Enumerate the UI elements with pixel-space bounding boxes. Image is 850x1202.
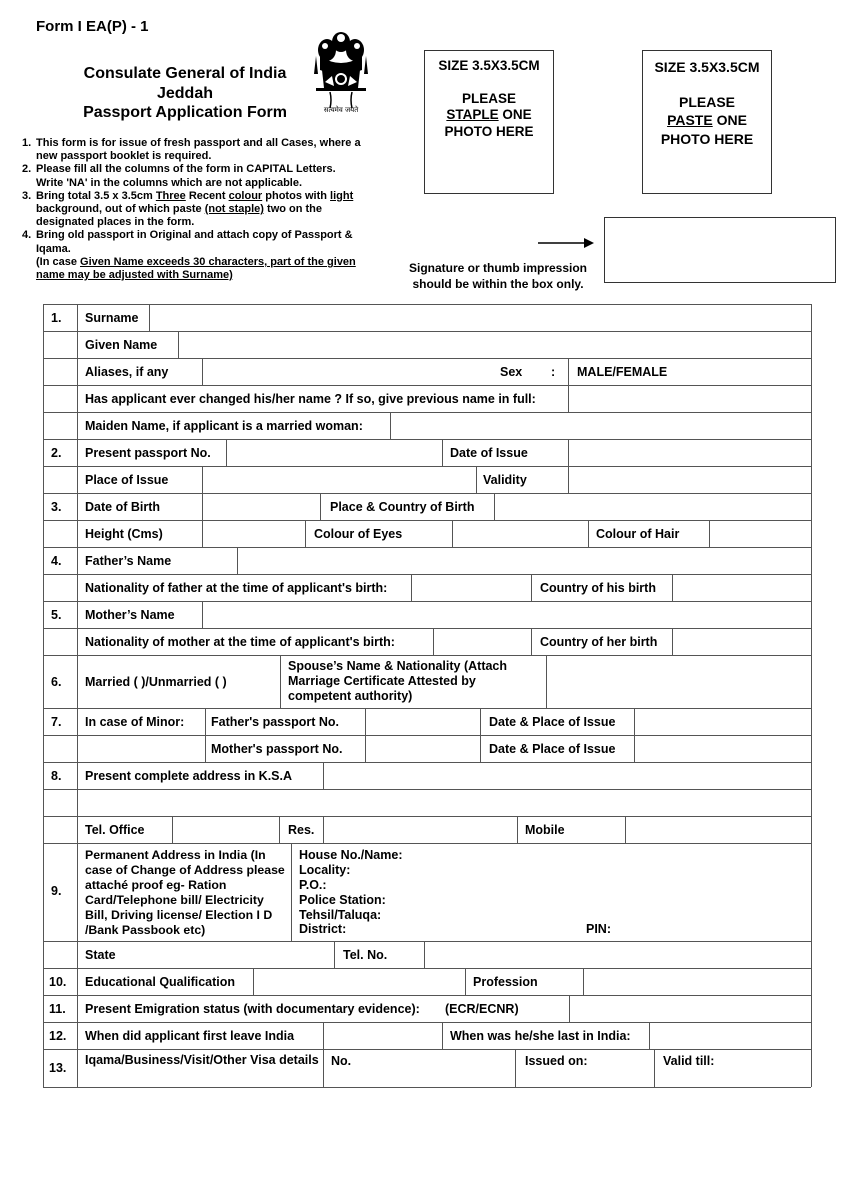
spouse-field[interactable]	[547, 656, 810, 708]
last-in-india-field[interactable]	[650, 1023, 810, 1049]
father-passport-label: Father's passport No.	[211, 715, 339, 729]
emigration-field[interactable]	[570, 996, 810, 1022]
state-field[interactable]	[133, 942, 333, 968]
row-number: 10.	[49, 975, 67, 989]
instructions-list	[22, 137, 366, 282]
first-leave-label: When did applicant first leave India	[85, 1029, 295, 1043]
previous-name-field[interactable]	[569, 386, 810, 412]
dob-field[interactable]	[203, 494, 319, 520]
mother-nationality-field[interactable]	[434, 629, 530, 655]
minor-label: In case of Minor:	[85, 715, 185, 729]
permanent-address-label: Permanent Address in India (In case of Change of Address please attaché proof eg- Ration Card/Telephone bill/ Electricity Bill, Driving license/ Election I D /Bank Passbook etc)	[85, 848, 285, 937]
emigration-label: Present Emigration status (with documentary evidence):	[85, 1002, 420, 1016]
mobile-field[interactable]	[626, 817, 810, 843]
row-number: 2.	[51, 446, 62, 460]
hair-colour-field[interactable]	[710, 521, 810, 547]
given-name-field[interactable]	[179, 332, 810, 358]
given-name-label: Given Name	[85, 338, 158, 352]
instruction-item: 1. This form is for issue of fresh passport and all Cases, where a new passport booklet is required.	[22, 137, 361, 163]
father-nationality-field[interactable]	[412, 575, 530, 601]
mother-issue-field[interactable]	[635, 736, 810, 762]
res-label: Res.	[288, 823, 315, 837]
spouse-label: Spouse’s Name & Nationality (Attach Marriage Certificate Attested by competent authority)	[288, 659, 508, 703]
ksa-address-label: Present complete address in K.S.A	[85, 769, 293, 783]
surname-label: Surname	[85, 311, 139, 325]
po-label: P.O.:	[299, 878, 327, 892]
res-field[interactable]	[324, 817, 516, 843]
row-number: 4.	[51, 554, 62, 568]
national-emblem-icon	[310, 26, 372, 122]
permanent-address-field[interactable]	[423, 844, 810, 940]
locality-label: Locality:	[299, 863, 351, 877]
row-number: 8.	[51, 769, 62, 783]
signature-note: Signature or thumb impression should be within the box only.	[408, 261, 588, 291]
issued-on-label: Issued on:	[525, 1054, 588, 1068]
aliases-label: Aliases, if any	[85, 365, 169, 379]
valid-till-field[interactable]	[655, 1050, 810, 1087]
validity-label: Validity	[483, 473, 527, 487]
title-line-form: Passport Application Form	[83, 104, 287, 121]
application-form-table	[43, 304, 811, 1087]
emblem-caption: सत्यमेव जयते	[323, 106, 359, 114]
last-in-india-label: When was he/she last in India:	[450, 1029, 631, 1043]
form-id: Form I EA(P) - 1	[36, 18, 149, 35]
mobile-label: Mobile	[525, 823, 565, 837]
profession-field[interactable]	[584, 969, 810, 995]
mother-birth-country-label: Country of her birth	[540, 635, 658, 649]
issued-on-field[interactable]	[516, 1050, 653, 1087]
sex-colon: :	[551, 365, 556, 379]
tel-no-label: Tel. No.	[343, 948, 388, 962]
row-number: 6.	[51, 675, 62, 689]
marital-status-options[interactable]: Married ( )/Unmarried ( )	[85, 675, 227, 689]
father-name-label: Father’s Name	[85, 554, 172, 568]
ecr-options[interactable]: (ECR/ECNR)	[445, 1002, 519, 1016]
father-birth-country-label: Country of his birth	[540, 581, 656, 595]
consulate-title	[60, 64, 310, 123]
mother-passport-field[interactable]	[366, 736, 479, 762]
title-line-consulate: Consulate General of India	[83, 65, 287, 82]
staple-photo-box[interactable]: SIZE 3.5X3.5CM PLEASE STAPLE ONE PHOTO HERE	[424, 50, 554, 194]
paste-photo-box[interactable]: SIZE 3.5X3.5CM PLEASE PASTE ONE PHOTO HERE	[642, 50, 772, 194]
visa-label: Iqama/Business/Visit/Other Visa details	[85, 1053, 319, 1067]
mother-name-field[interactable]	[203, 602, 810, 628]
visa-no-label: No.	[331, 1054, 352, 1068]
tel-office-field[interactable]	[173, 817, 278, 843]
ksa-address-line2-field[interactable]	[78, 790, 810, 816]
maiden-name-field[interactable]	[391, 413, 810, 439]
place-of-birth-label: Place & Country of Birth	[330, 500, 475, 514]
date-of-issue-label: Date of Issue	[450, 446, 528, 460]
sex-label: Sex	[500, 365, 523, 379]
father-issue-field[interactable]	[635, 709, 810, 735]
height-field[interactable]	[203, 521, 304, 547]
row-number: 9.	[51, 884, 62, 898]
place-of-issue-label: Place of Issue	[85, 473, 169, 487]
instruction-item: 2. Please fill all the columns of the form in CAPITAL Letters. Write 'NA' in the columns which are not applicable.	[22, 163, 336, 189]
father-passport-field[interactable]	[366, 709, 479, 735]
validity-field[interactable]	[569, 467, 810, 493]
title-line-city: Jeddah	[156, 84, 213, 102]
mother-passport-label: Mother's passport No.	[211, 742, 343, 756]
sex-options[interactable]: MALE/FEMALE	[577, 365, 668, 379]
police-station-label: Police Station:	[299, 893, 386, 907]
tehsil-label: Tehsil/Taluqa:	[299, 908, 382, 922]
dob-label: Date of Birth	[85, 500, 160, 514]
place-of-issue-field[interactable]	[203, 467, 475, 493]
row-number: 7.	[51, 715, 62, 729]
name-changed-label: Has applicant ever changed his/her name ? If so, give previous name in full:	[85, 392, 536, 406]
aliases-field[interactable]	[203, 359, 493, 385]
passport-no-label: Present passport No.	[85, 446, 211, 460]
maiden-name-label: Maiden Name, if applicant is a married woman:	[85, 419, 363, 433]
mother-nationality-label: Nationality of mother at the time of applicant's birth:	[85, 635, 395, 649]
mother-name-label: Mother’s Name	[85, 608, 175, 622]
surname-field[interactable]	[150, 305, 810, 331]
father-birth-country-field[interactable]	[673, 575, 810, 601]
row-number: 1.	[51, 311, 62, 325]
instruction-item: 4. Bring old passport in Original and attach copy of Passport & Iqama. (In case Given Name exceeds 30 characters, part of the given name may be adjusted with Surname)	[22, 229, 356, 282]
mother-birth-country-field[interactable]	[673, 629, 810, 655]
education-field[interactable]	[254, 969, 464, 995]
father-nationality-label: Nationality of father at the time of applicant's birth:	[85, 581, 388, 595]
instruction-item: 3. Bring total 3.5 x 3.5cm Three Recent colour photos with light background, out of which paste (not staple) two on the designated places in the form.	[22, 189, 354, 229]
tel-no-field[interactable]	[425, 942, 810, 968]
eye-colour-field[interactable]	[453, 521, 587, 547]
row-number: 12.	[49, 1029, 67, 1043]
row-number: 13.	[49, 1061, 67, 1075]
signature-box[interactable]	[604, 217, 836, 283]
eye-colour-label: Colour of Eyes	[314, 527, 403, 541]
height-label: Height (Cms)	[85, 527, 163, 541]
place-of-birth-field[interactable]	[495, 494, 810, 520]
tel-office-label: Tel. Office	[85, 823, 145, 837]
arrow-right-icon	[538, 236, 594, 248]
visa-no-field[interactable]	[324, 1050, 514, 1087]
row-number: 11.	[49, 1002, 66, 1016]
father-name-field[interactable]	[238, 548, 810, 574]
pin-label: PIN:	[586, 922, 611, 936]
profession-label: Profession	[473, 975, 538, 989]
education-label: Educational Qualification	[85, 975, 236, 989]
date-of-issue-field[interactable]	[569, 440, 810, 466]
passport-no-field[interactable]	[227, 440, 441, 466]
row-number: 5.	[51, 608, 62, 622]
ksa-address-field[interactable]	[324, 763, 810, 789]
first-leave-field[interactable]	[324, 1023, 441, 1049]
mother-issue-label: Date & Place of Issue	[489, 742, 616, 756]
father-issue-label: Date & Place of Issue	[489, 715, 616, 729]
hair-colour-label: Colour of Hair	[596, 527, 680, 541]
house-label: House No./Name:	[299, 848, 403, 862]
district-label: District:	[299, 922, 347, 936]
valid-till-label: Valid till:	[663, 1054, 715, 1068]
state-label: State	[85, 948, 116, 962]
row-number: 3.	[51, 500, 62, 514]
